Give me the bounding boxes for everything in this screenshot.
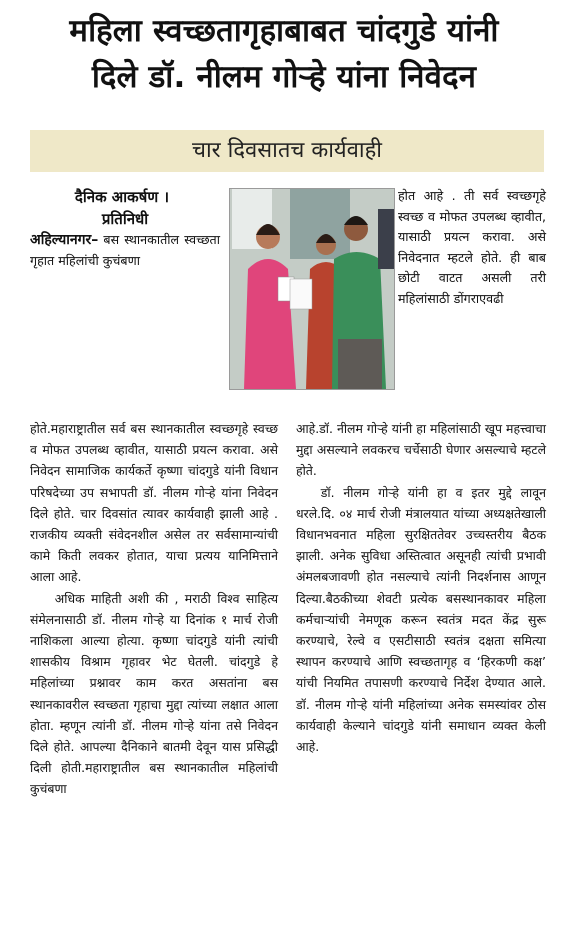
right-second-paragraph: डॉ. नीलम गोऱ्हे यांनी हा व इतर मुद्दे लावून धरले.दि. ०४ मार्च रोजी मंत्रालयात यांच्या अध्यक्षतेखाली विधानभवनात महिला सुरक्षिततेवर उच्चस्तरीय बैठक झाली. अनेक सुविधा अस्तित्वात असूनही त्यांची प्रभावी अंमलबजावणी होत नसल्याचे त्यांनी निदर्शनास आणून दिल्या.बैठकीच्या शेवटी प्रत्येक बसस्थानकावर महिला कर्मचाऱ्यांची नेमणूक करून स्वतंत्र मदत केंद्र सुरू करण्याचे, रेल्वे व एसटीसाठी स्वतंत्र दक्षता समित्या स्थापन करण्याचे आणि स्वच्छतागृह व ‘हिरकणी कक्ष’ यांची नियमित तपासणी करण्याचे निर्देश देण्यात आले. डॉ. नीलम गोऱ्हे यांनी महिलांच्या अनेक समस्यांवर ठोस कार्यवाही केल्याने चांदगुडे यांनी समाधान व्यक्त केली आहे. bbox=[296, 484, 546, 755]
byline-role: प्रतिनिधी bbox=[101, 210, 149, 228]
headline-line-2: दिले डॉ. नीलम गोऱ्हे यांना निवेदन bbox=[91, 59, 477, 95]
left-column-body bbox=[30, 418, 278, 800]
byline-source: दैनिक आकर्षण । bbox=[74, 188, 170, 206]
headline-line-1: महिला स्वच्छतागृहाबाबत चांदगुडे यांनी bbox=[69, 13, 499, 49]
left-column-top bbox=[30, 186, 220, 271]
right-body-paragraph: आहे.डॉ. नीलम गोऱ्हे यांनी हा महिलांसाठी खूप महत्त्वाचा मुद्दा असल्याने लवकरच चर्चेसाठी घेणार असल्याचे म्हटले होते. bbox=[296, 421, 546, 479]
right-column-body bbox=[296, 418, 546, 757]
photo-illustration bbox=[230, 189, 394, 389]
lead-text: बस स्थानकातील स्वच्छता गृहात महिलांची कुचंबणा bbox=[30, 232, 220, 268]
news-photo bbox=[229, 188, 395, 390]
dateline: अहिल्यानगर– bbox=[30, 232, 99, 248]
subheadline: चार दिवसातच कार्यवाही bbox=[30, 130, 544, 172]
right-column-top bbox=[398, 186, 546, 310]
left-body-paragraph: होते.महाराष्ट्रातील सर्व बस स्थानकातील स्वच्छगृहे स्वच्छ व मोफत उपलब्ध व्हावीत, यासाठी प्रयत्न करावा. असे निवेदन सामाजिक कार्यकर्ते कृष्णा चांदगुडे यांनी विधान परिषदेच्या उप सभापती डॉ. नीलम गोऱ्हे यांना निवेदन दिले होते. चार दिवसांत त्यावर कार्यवाही झाली आहे . राजकीय व्यक्ती संवेदनशील असेल तर सर्वसामान्यांची कामे किती लवकर होतात, याचा प्रत्यय यानिमित्ताने आला आहे. bbox=[30, 421, 278, 585]
lead-paragraph bbox=[30, 230, 220, 271]
headline bbox=[6, 8, 562, 100]
left-second-paragraph: अधिक माहिती अशी की , मराठी विश्व साहित्य संमेलनासाठी डॉ. नीलम गोऱ्हे या दिनांक १ मार्च रोजी नाशिकला आल्या होत्या. कृष्णा चांदगुडे यांनी त्यांची शासकीय विश्राम गृहावर भेट घेतली. चांदगुडे हे महिलांच्या प्रश्नावर काम करत असतांना बस स्थानकावरील स्वच्छता गृहाचा मुद्दा त्यांच्या लक्षात आला होता. म्हणून त्यांनी डॉ. नीलम गोऱ्हे यांना तसे निवेदन दिले होते. आपल्या दैनिकाने बातमी देवून यास प्रसिद्धी दिली होती.महाराष्ट्रातील बस स्थानकातील महिलांची कुचंबणा bbox=[30, 590, 278, 797]
right-top-paragraph: होत आहे . ती सर्व स्वच्छगृहे स्वच्छ व मोफत उपलब्ध व्हावीत, यासाठी प्रयत्न करावा. असे निवेदनात म्हटले होते. ही बाब छोटी वाटत असली तरी महिलांसाठी डोंगराएवढी bbox=[398, 188, 546, 306]
